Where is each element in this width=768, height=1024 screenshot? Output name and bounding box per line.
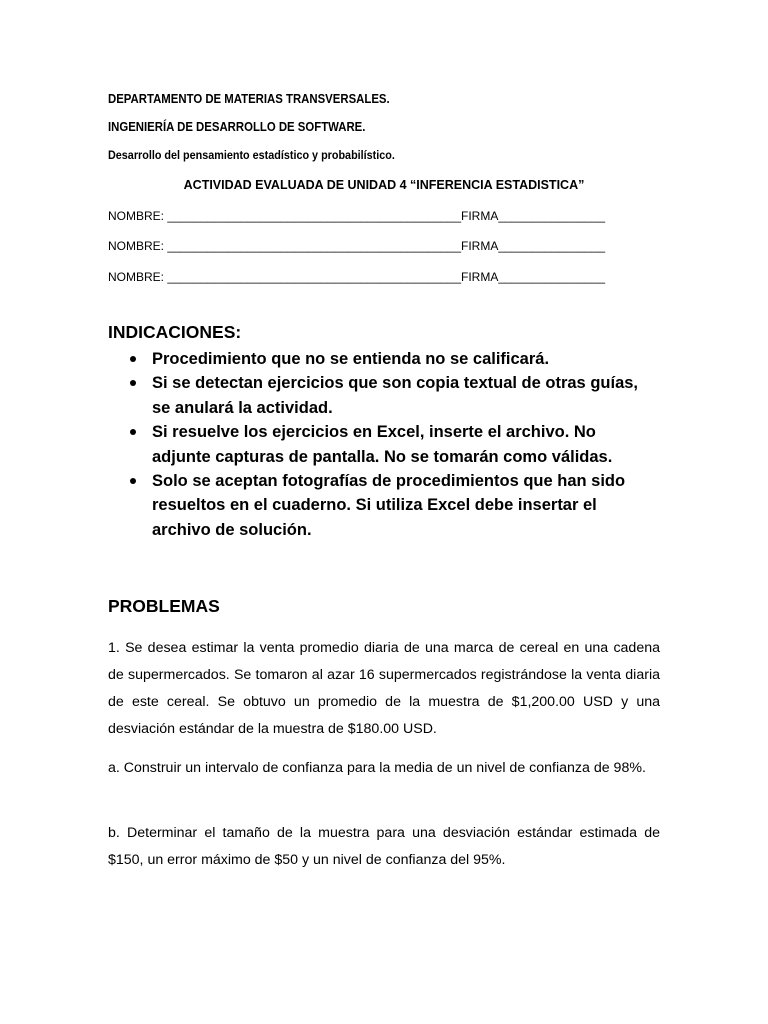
list-item-text: Si se detectan ejercicios que son copia textual de otras guías, se anulará la actividad. (152, 374, 639, 417)
name-signature-line: NOMBRE: ____________________________________________FIRMA________________ (108, 209, 606, 223)
list-item (108, 420, 648, 469)
activity-title: ACTIVIDAD EVALUADA DE UNIDAD 4 “INFERENCIA ESTADISTICA” (183, 178, 585, 192)
list-item (108, 469, 648, 542)
list-item (108, 347, 648, 371)
department-heading: DEPARTAMENTO DE MATERIAS TRANSVERSALES. (108, 92, 390, 106)
problemas-heading: PROBLEMAS (108, 596, 220, 616)
indicaciones-list (108, 347, 648, 542)
list-item-text: Si resuelve los ejercicios en Excel, inserte el archivo. No adjunte capturas de pantalla. No se tomarán como válidas. (152, 423, 613, 466)
bullet-icon (130, 380, 136, 386)
problem-1-statement: 1. Se desea estimar la venta promedio diaria de una marca de cereal en una cadena de supermercados. Se tomaron al azar 16 supermercados registrándose la venta diaria de este cereal. Se obtuvo un promedio de la muestra de $1,200.00 USD y una desviación estándar de la muestra de $180.00 USD. (108, 640, 660, 737)
indicaciones-heading: INDICACIONES: (108, 322, 242, 342)
list-item-text: Solo se aceptan fotografías de procedimientos que han sido resueltos en el cuaderno. Si utiliza Excel debe insertar el archivo de solución. (152, 472, 626, 539)
bullet-icon (130, 356, 136, 362)
bullet-icon (130, 429, 136, 435)
problem-1-part-b: b. Determinar el tamaño de la muestra para una desviación estándar estimada de $150, un error máximo de $50 y un nivel de confianza del 95%. (108, 825, 660, 868)
course-heading: Desarrollo del pensamiento estadístico y probabilístico. (108, 148, 395, 162)
list-item-text: Procedimiento que no se entienda no se calificará. (152, 350, 550, 368)
problem-1-part-a: a. Construir un intervalo de confianza para la media de un nivel de confianza de 98%. (108, 760, 646, 776)
bullet-icon (130, 478, 136, 484)
list-item (108, 371, 648, 420)
program-heading: INGENIERÍA DE DESARROLLO DE SOFTWARE. (108, 120, 366, 134)
name-signature-line: NOMBRE: ____________________________________________FIRMA________________ (108, 270, 606, 284)
name-signature-line: NOMBRE: ____________________________________________FIRMA________________ (108, 239, 606, 253)
